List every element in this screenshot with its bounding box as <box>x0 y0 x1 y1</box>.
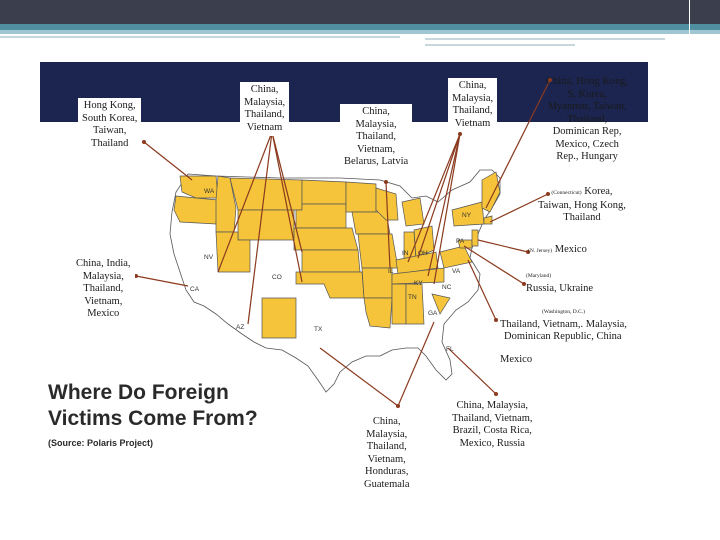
callout-texas: China, Malaysia, Thailand, Vietnam, Honduras, Guatemala <box>364 416 410 490</box>
top-title-bar <box>0 0 720 24</box>
state-label-az: AZ <box>236 324 245 331</box>
state-label-fl: FL <box>446 346 454 353</box>
callout-florida: China, Malaysia, Thailand, Vietnam, Brazil, Costa Rica, Mexico, Russia <box>452 400 533 449</box>
state-label-nv: NV <box>204 254 214 261</box>
state-mi <box>402 198 424 226</box>
callout-california: China, India, Malaysia, Thailand, Vietnam, Mexico <box>72 256 135 323</box>
callout-dc: (Washington, D.C.) Thailand, Vietnam,. Malaysia, Dominican Republic, China <box>500 309 627 342</box>
callout-connecticut: (Connecticut) Korea, Taiwan, Hong Kong, Thailand <box>538 186 626 223</box>
slide-title: Where Do Foreign Victims Come From? <box>48 381 258 430</box>
state-label-nc: NC <box>442 284 452 291</box>
state-label-tn: TN <box>408 294 417 301</box>
state-label-ca: CA <box>190 286 200 293</box>
state-label-tx: TX <box>314 326 323 333</box>
callout-hongkong: Hong Kong, South Korea, Taiwan, Thailand <box>78 98 141 152</box>
state-label-ga: GA <box>428 310 438 317</box>
state-ne <box>294 228 358 250</box>
callout-mountain: China, Malaysia, Thailand, Vietnam <box>240 82 289 136</box>
state-label-oh: OH <box>418 250 428 257</box>
callout-maryland: (Maryland) Russia, Ukraine <box>526 273 594 294</box>
decorative-rule <box>425 44 575 46</box>
state-label-ky: KY <box>414 280 423 287</box>
callout-ohio-valley: China, Malaysia, Thailand, Vietnam <box>448 78 497 132</box>
state-al <box>406 284 424 324</box>
callout-northeast: China, Hong Kong, S. Korea, Myanmar, Taiwan, Thailand, Dominican Rep, Mexico, Czech Rep., Hungary <box>546 76 629 162</box>
state-nd <box>302 180 346 204</box>
state-or <box>174 196 218 224</box>
state-sd <box>296 204 346 228</box>
top-accent-stripe-light <box>0 30 720 34</box>
source-citation: (Source: Polaris Project) <box>48 438 154 448</box>
state-nm <box>262 298 296 338</box>
state-ks <box>302 250 360 272</box>
state-label-pa: PA <box>456 238 465 245</box>
state-label-wa: WA <box>204 188 215 195</box>
decorative-rule <box>425 38 665 40</box>
corner-decoration <box>689 0 720 50</box>
state-label-co: CO <box>272 274 282 281</box>
state-mn <box>346 182 376 212</box>
decorative-rule <box>0 36 400 38</box>
state-mo <box>358 234 398 268</box>
callout-new-jersey: (N. Jersey) Mexico <box>528 244 587 255</box>
state-wy <box>238 210 294 240</box>
state-label-il: IL <box>388 268 394 275</box>
state-label-va: VA <box>452 268 461 275</box>
state-label-in: IN <box>402 250 409 257</box>
state-label-ny: NY <box>462 212 472 219</box>
callout-midwest: China, Malaysia, Thailand, Vietnam, Belarus, Latvia <box>340 104 412 171</box>
map-figure <box>40 62 648 534</box>
state-ms <box>392 284 406 324</box>
state-nj <box>472 230 478 246</box>
callout-mexico: Mexico <box>500 354 533 365</box>
